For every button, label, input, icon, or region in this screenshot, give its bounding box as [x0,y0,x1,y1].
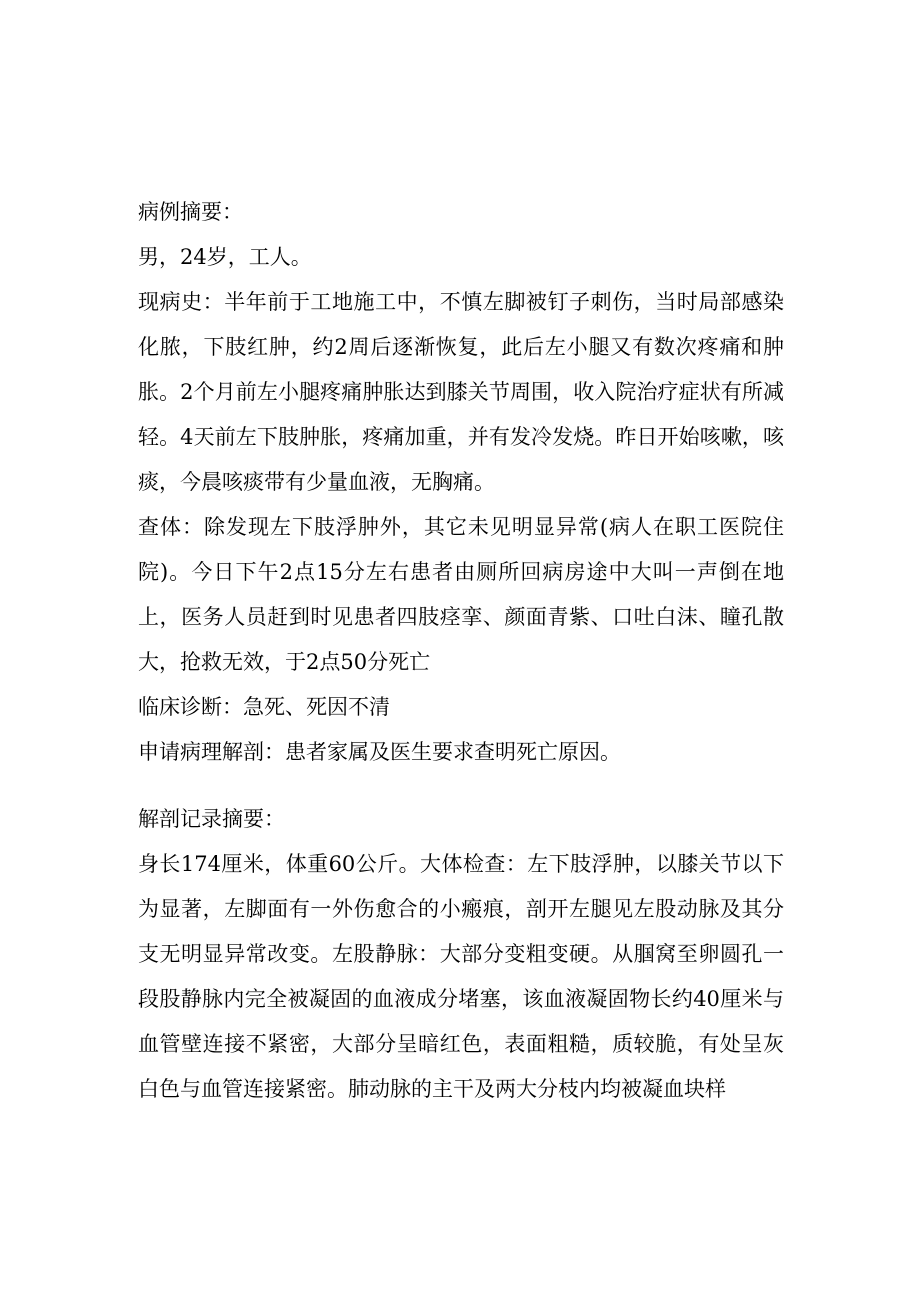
present-illness-history: 现病史：半年前于工地施工中，不慎左脚被钉子刺伤，当时局部感染化脓，下肢红肿，约2周后逐渐恢复，此后左小腿又有数次疼痛和肿胀。2个月前左小腿疼痛肿胀达到膝关节周围，收入院治疗症状有所减轻。4天前左下肢肿胀，疼痛加重，并有发冷发烧。昨日开始咳嗽，咳痰，今晨咳痰带有少量血液，无胸痛。 [138,290,784,494]
case-summary-heading: 病例摘要： [138,200,243,224]
physical-examination: 查体：除发现左下肢浮肿外，其它未见明显异常(病人在职工医院住院)。今日下午2点15分左右患者由厕所回病房途中大叫一声倒在地上，医务人员赶到时见患者四肢痉挛、颜面青紫、口吐白沫、瞳孔散大，抢救无效，于2点50分死亡 [138,515,784,674]
autopsy-summary-heading: 解剖记录摘要： [138,807,285,831]
autopsy-record-body: 身长174厘米，体重60公斤。大体检查：左下肢浮肿，以膝关节以下为显著，左脚面有一外伤愈合的小瘢痕，剖开左腿见左股动脉及其分支无明显异常改变。左股静脉：大部分变粗变硬。从腘窝至卵圆孔一段股静脉内完全被凝固的血液成分堵塞，该血液凝固物长约40厘米与血管壁连接不紧密，大部分呈暗红色，表面粗糙，质较脆，有处呈灰白色与血管连接紧密。肺动脉的主干及两大分枝内均被凝血块样 [138,852,784,1101]
patient-info: 男，24岁，工人。 [138,245,312,269]
autopsy-request: 申请病理解剖：患者家属及医生要求查明死亡原因。 [138,740,621,764]
clinical-diagnosis: 临床诊断：急死、死因不清 [138,695,390,719]
section-spacer [138,775,784,797]
document-page [138,190,784,1112]
